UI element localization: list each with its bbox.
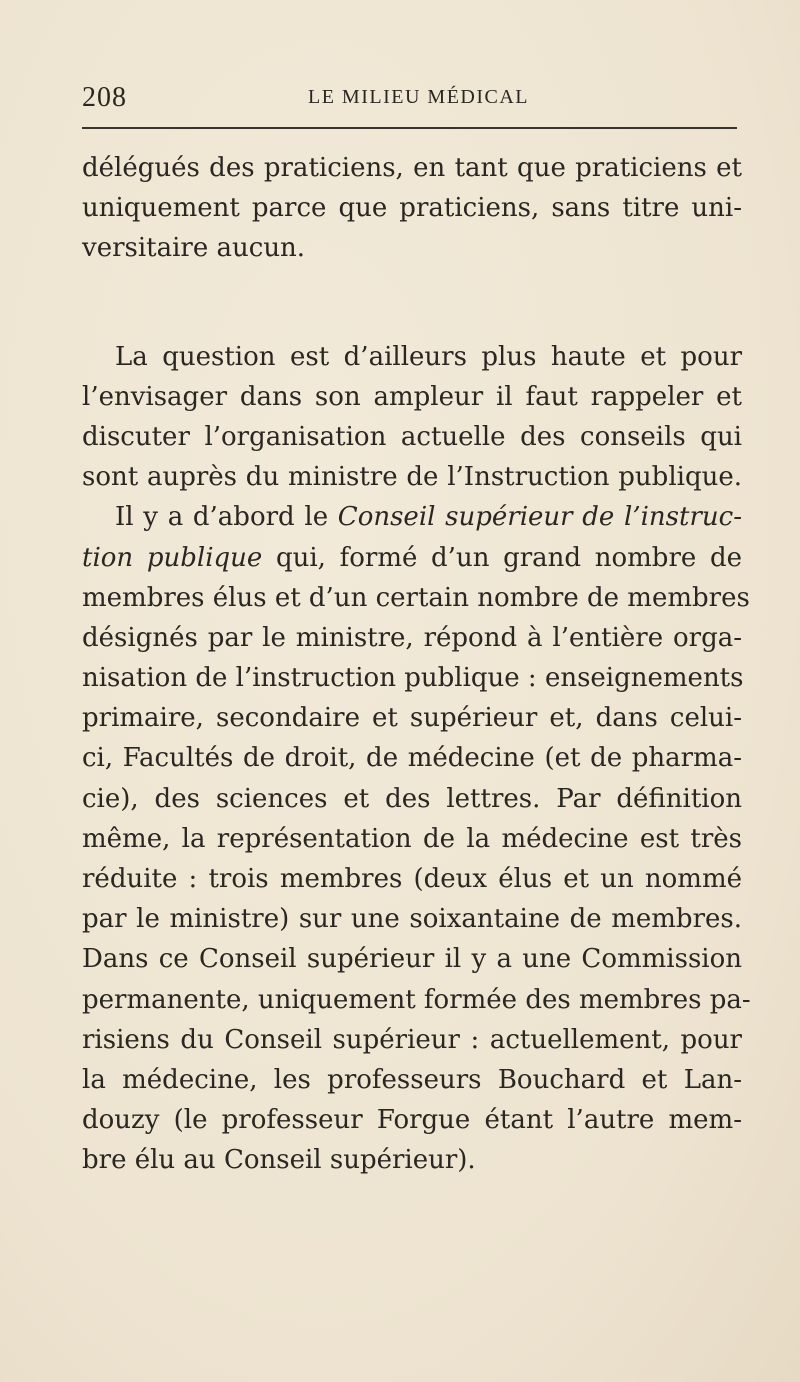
page-number: 208	[82, 82, 127, 113]
text-line	[82, 538, 742, 578]
text-run: qui, formé d’un grand nombre de	[262, 542, 742, 573]
text-line: ci, Facultés de droit, de médecine (et de pharma-	[82, 743, 742, 774]
paragraph-spacer	[82, 269, 742, 337]
text-line: primaire, secondaire et supérieur et, dans celui-	[82, 703, 742, 734]
text-line: sont auprès du ministre de l’Instruction publique.	[82, 462, 742, 493]
text-line: l’envisager dans son ampleur il faut rappeler et	[82, 381, 742, 412]
body-text	[82, 148, 751, 1181]
text-line: douzy (le professeur Forgue étant l’autre mem-	[82, 1105, 742, 1136]
text-line: la médecine, les professeurs Bouchard et Lan-	[82, 1064, 742, 1095]
text-run: Il y a d’abord le	[115, 502, 338, 533]
italic-title: Conseil supérieur de l’instruc-	[337, 502, 742, 533]
running-title: LE MILIEU MÉDICAL	[308, 86, 530, 108]
text-line: par le ministre) sur une soixantaine de membres.	[82, 904, 742, 935]
page-header	[82, 82, 742, 122]
text-line: même, la représentation de la médecine est très	[82, 823, 742, 854]
paragraph-1	[82, 148, 742, 269]
text-line	[82, 497, 742, 537]
text-line: désignés par le ministre, répond à l’entière orga-	[82, 622, 742, 653]
italic-title: tion publique	[82, 542, 263, 573]
text-line: permanente, uniquement formée des membres pa-	[82, 984, 751, 1015]
text-line: délégués des praticiens, en tant que praticiens et	[82, 153, 742, 183]
header-rule	[82, 127, 737, 129]
text-line: nisation de l’instruction publique : enseignements	[82, 663, 744, 694]
text-line: membres élus et d’un certain nombre de membres	[82, 582, 750, 613]
text-line: risiens du Conseil supérieur : actuellement, pour	[82, 1024, 742, 1055]
text-line: La question est d’ailleurs plus haute et pour	[115, 341, 742, 372]
text-line: bre élu au Conseil supérieur).	[82, 1145, 476, 1176]
text-line: uniquement parce que praticiens, sans titre uni-	[82, 193, 742, 224]
text-line: versitaire aucun.	[82, 233, 306, 264]
text-line: discuter l’organisation actuelle des conseils qui	[82, 421, 742, 452]
paragraph-2	[82, 337, 751, 1181]
text-line: réduite : trois membres (deux élus et un nommé	[82, 864, 742, 894]
text-line: cie), des sciences et des lettres. Par définition	[82, 783, 742, 814]
text-line: Dans ce Conseil supérieur il y a une Commission	[82, 944, 742, 975]
